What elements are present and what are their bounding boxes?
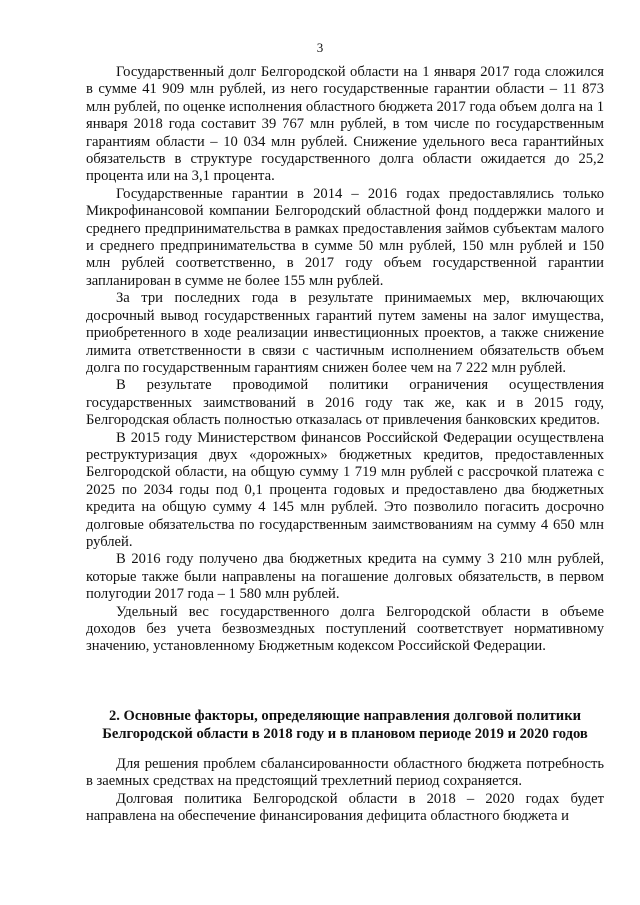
- paragraph-restructuring-2015: В 2015 году Министерством финансов Российской Федерации осуществлена реструктуризация двух «дорожных» бюджетных кредитов, предоставленных Белгородской области, на общую сумму 1 719 млн рублей с рассрочкой платежа с 2025 по 2034 годы под 0,1 процента годовых и предоставлено два бюджетных кредита на общую сумму 4 145 млн рублей. Это позволило погасить досрочно долговые обязательства по государственным заимствованиям на сумму 4 650 млн рублей.: [86, 429, 604, 550]
- paragraph-debt-ratio: Удельный вес государственного долга Белгородской области в объеме доходов без учета безвозмездных поступлений соответствует нормативному значению, установленному Бюджетным кодексом Российской Федерации.: [86, 603, 604, 655]
- paragraph-state-debt: Государственный долг Белгородской области на 1 января 2017 года сложился в сумме 41 909 млн рублей, из него государственные гарантии области – 11 873 млн рублей, по оценке исполнения областного бюджета 2017 года объем долга на 1 января 2018 года составит 39 767 млн рублей, в том числе по государственным гарантиям области – 10 034 млн рублей. Снижение удельного веса гарантийных обязательств в структуре государственного долга области ожидается до 25,2 процента или на 3,1 процента.: [86, 64, 604, 185]
- body-text-section-1: [86, 64, 604, 656]
- section-heading: 2. Основные факторы, определяющие направления долговой политики Белгородской области в 2018 году и в плановом периоде 2019 и 2020 годов: [102, 708, 588, 742]
- page-number: 3: [316, 40, 324, 55]
- paragraph-credits-2016: В 2016 году получено два бюджетных кредита на сумму 3 210 млн рублей, которые также были направлены на погашение долговых обязательств, в первом полугодии 2017 года – 1 580 млн рублей.: [86, 551, 604, 603]
- paragraph-borrowing-need: Для решения проблем сбалансированности областного бюджета потребность в заемных средствах на предстоящий трехлетний период сохраняется.: [86, 756, 604, 790]
- paragraph-guarantee-reduction: За три последних года в результате принимаемых мер, включающих досрочный вывод государственных гарантий путем замены на залог имущества, приобретенного в ходе реализации инвестиционных проектов, а также снижение лимита ответственности в связи с частичным исполнением обязательств объем долга по государственным гарантиям снижен более чем на 7 222 млн рублей.: [86, 290, 604, 376]
- body-text-section-2: [86, 756, 604, 826]
- paragraph-debt-policy-2018: Долговая политика Белгородской области в 2018 – 2020 годах будет направлена на обеспечение финансирования дефицита областного бюджета и: [86, 790, 604, 825]
- paragraph-state-guarantees: Государственные гарантии в 2014 – 2016 годах предоставлялись только Микрофинансовой компании Белгородский областной фонд поддержки малого и среднего предпринимательства в рамках предоставления займов субъектам малого и среднего предпринимательства в сумме 50 млн рублей, 150 млн рублей и 150 млн рублей соответственно, в 2017 году объем государственной гарантии запланирован в сумме не более 155 млн рублей.: [86, 185, 604, 289]
- paragraph-borrowing-policy: В результате проводимой политики ограничения осуществления государственных заимствований в 2016 году так же, как и в 2015 году, Белгородская область полностью отказалась от привлечения банковских кредитов.: [86, 377, 604, 429]
